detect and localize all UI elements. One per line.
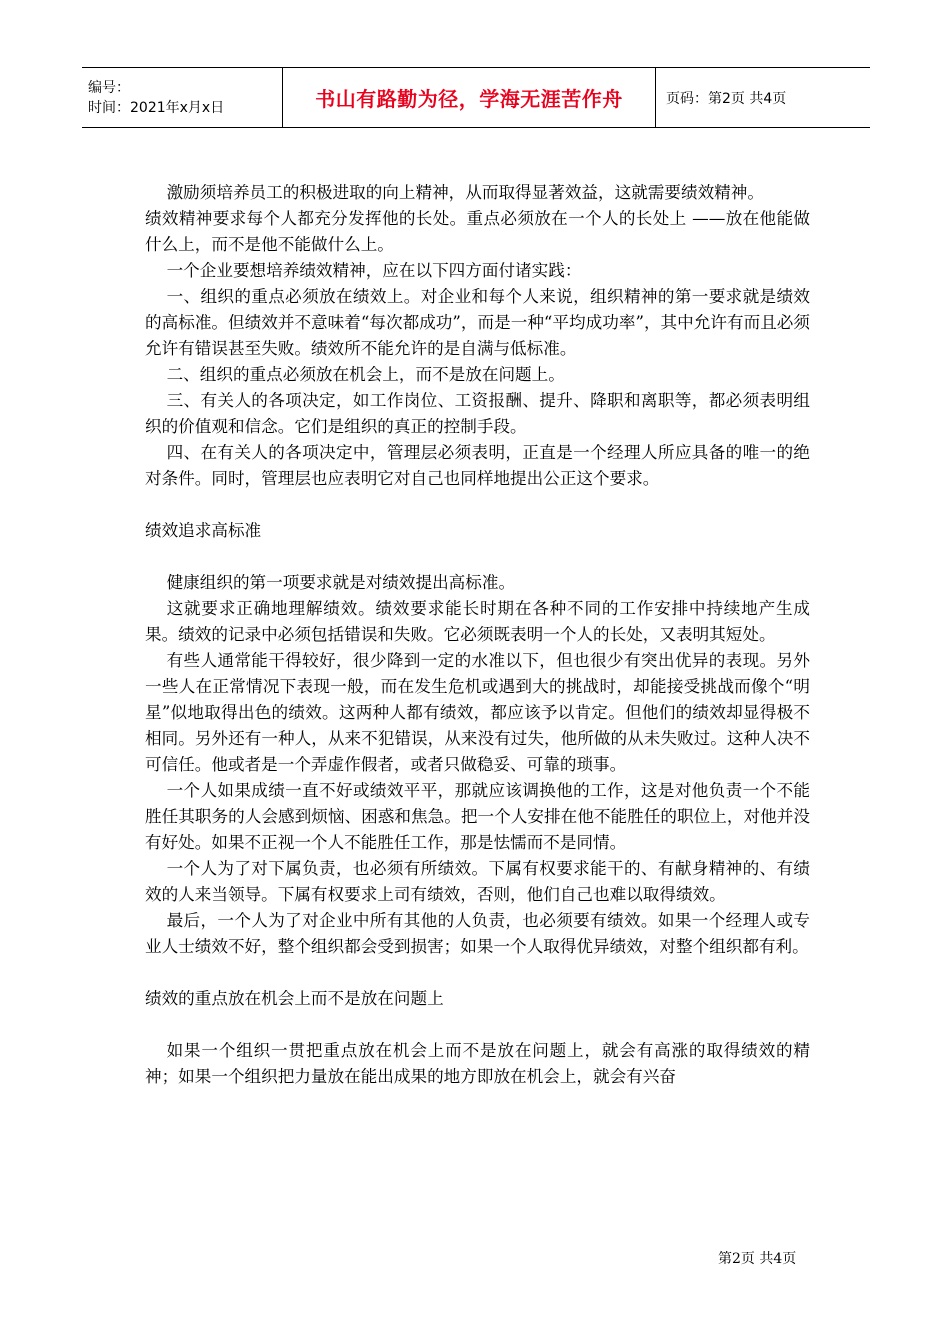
header-page-cell <box>656 68 870 127</box>
header-number-label: 编号： <box>88 79 130 96</box>
page-footer <box>718 1250 796 1268</box>
paragraph: 三、有关人的各项决定，如工作岗位、工资报酬、提升、降职和离职等，都必须表明组织的价值观和信念。它们是组织的真正的控制手段。 <box>145 391 810 436</box>
paragraph: 一个人如果成绩一直不好或绩效平平，那就应该调换他的工作，这是对他负责一个不能胜任其职务的人会感到烦恼、困惑和焦急。把一个人安排在他不能胜任的职位上，对他并没有好处。如果不正视一个人不能胜任工作，那是怯懦而不是同情。 <box>145 781 810 852</box>
paragraph: 健康组织的第一项要求就是对绩效提出高标准。 <box>166 573 516 592</box>
paragraph: 一个企业要想培养绩效精神，应在以下四方面付诸实践： <box>166 261 582 280</box>
paragraph: 一、组织的重点必须放在绩效上。对企业和每个人来说，组织精神的第一要求就是绩效的高标准。但绩效并不意味着“每次都成功”，而是一种“平均成功率”，其中允许有而且必须允许有错误甚至失败。绩效所不能允许的是自满与低标准。 <box>145 287 810 358</box>
header-page-label: 页码：第2页 共4页 <box>666 90 787 107</box>
header-motto-cell <box>283 68 656 127</box>
spacer <box>145 1012 810 1038</box>
paragraph: 二、组织的重点必须放在机会上，而不是放在问题上。 <box>166 365 565 384</box>
spacer <box>145 960 810 986</box>
paragraph: 四、在有关人的各项决定中，管理层必须表明，正直是一个经理人所应具备的唯一的绝对条件。同时，管理层也应表明它对自己也同样地提出公正这个要求。 <box>145 443 810 488</box>
paragraph: 最后，一个人为了对企业中所有其他的人负责，也必须要有绩效。如果一个经理人或专业人士绩效不好，整个组织都会受到损害；如果一个人取得优异绩效，对整个组织都有利。 <box>145 911 810 956</box>
paragraph: 这就要求正确地理解绩效。绩效要求能长时期在各种不同的工作安排中持续地产生成果。绩效的记录中必须包括错误和失败。它必须既表明一个人的长处，又表明其短处。 <box>145 599 810 644</box>
document-body <box>145 180 810 1090</box>
section-heading: 绩效追求高标准 <box>145 521 262 540</box>
page-header <box>82 67 870 128</box>
paragraph: 激励须培养员工的积极进取的向上精神，从而取得显著效益，这就需要绩效精神。 <box>166 183 764 202</box>
section-heading: 绩效的重点放在机会上而不是放在问题上 <box>145 989 444 1008</box>
paragraph: 如果一个组织一贯把重点放在机会上而不是放在问题上，就会有高涨的取得绩效的精神；如果一个组织把力量放在能出成果的地方即放在机会上，就会有兴奋 <box>145 1041 810 1086</box>
header-meta <box>82 68 283 127</box>
footer-page-number: 第2页 共4页 <box>718 1251 797 1267</box>
paragraph: 绩效精神要求每个人都充分发挥他的长处。重点必须放在一个人的长处上 ——放在他能做什么上，而不是他不能做什么上。 <box>145 209 810 254</box>
paragraph: 有些人通常能干得较好，很少降到一定的水准以下，但也很少有突出优异的表现。另外一些人在正常情况下表现一般，而在发生危机或遇到大的挑战时，却能接受挑战而像个“明星”似地取得出色的绩效。这两种人都有绩效，都应该予以肯定。但他们的绩效却显得极不相同。另外还有一种人，从来不犯错误，从来没有过失，他所做的从未失败过。这种人决不可信任。他或者是一个弄虚作假者，或者只做稳妥、可靠的琐事。 <box>145 651 810 774</box>
header-motto: 书山有路勤为径，学海无涯苦作舟 <box>315 87 623 111</box>
spacer <box>145 492 810 518</box>
header-time-label: 时间：2021年x月x日 <box>88 99 225 116</box>
spacer <box>145 544 810 570</box>
paragraph: 一个人为了对下属负责，也必须有所绩效。下属有权要求能干的、有献身精神的、有绩效的人来当领导。下属有权要求上司有绩效，否则，他们自己也难以取得绩效。 <box>145 859 810 904</box>
